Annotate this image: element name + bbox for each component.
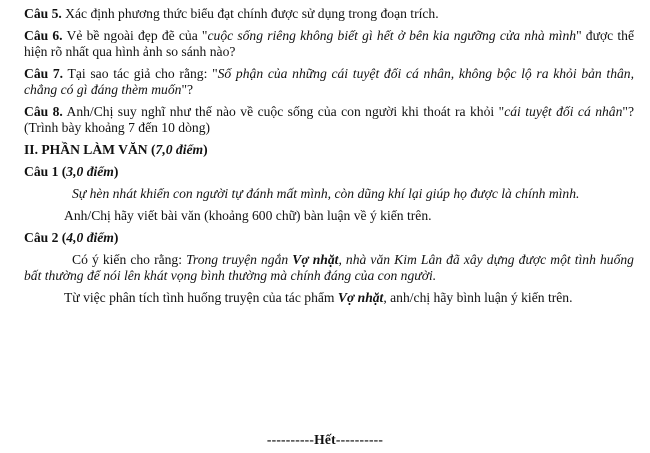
essay-1-task: Anh/Chị hãy viết bài văn (khoảng 600 chữ) bàn luận về ý kiến trên. — [64, 208, 432, 223]
section-2-points: 7,0 điểm — [155, 142, 204, 157]
question-5-text: Xác định phương thức biểu đạt chính được sử dụng trong đoạn trích. — [61, 6, 439, 21]
question-6-label: Câu 6. — [24, 28, 63, 43]
question-8-label: Câu 8. — [24, 104, 63, 119]
question-7-quote: Số phận của những cái tuyệt đối cá nhân, không bộc lộ ra khỏi bản thân, chẳng có gì đáng thèm muốn — [24, 66, 634, 97]
question-7-text-a: Tại sao tác giả cho rằng: " — [63, 66, 218, 81]
essay-2-close: ) — [113, 230, 119, 245]
question-7-text-b: "? — [181, 82, 194, 97]
question-8-quote: cái tuyệt đối cá nhân — [504, 104, 623, 119]
section-2-title: II. PHẦN LÀM VĂN ( — [24, 142, 156, 157]
essay-2-task — [24, 290, 634, 306]
essay-2-label: Câu 2 ( — [24, 230, 67, 245]
essay-2-task-a: Từ việc phân tích tình huống truyện của tác phẩm — [64, 290, 338, 305]
question-6-quote: cuộc sống riêng không biết gì hết ở bên kia ngưỡng cửa nhà mình — [207, 28, 577, 43]
question-6-text-b: " được thể hiện rõ nhất qua hình ảnh so sánh nào? — [24, 28, 635, 59]
essay-2-points: 4,0 điểm — [66, 230, 114, 245]
essay-1-heading — [24, 164, 634, 180]
section-2-close: ) — [203, 142, 208, 157]
question-5 — [24, 6, 634, 22]
question-6 — [24, 28, 634, 60]
essay-1-points: 3,0 điểm — [66, 164, 114, 179]
question-6-text-a: Vẻ bề ngoài đẹp đẽ của " — [62, 28, 208, 43]
essay-1-close: ) — [113, 164, 119, 179]
section-2-heading — [24, 142, 634, 158]
essay-1-quote: Sự hèn nhát khiến con người tự đánh mất mình, còn dũng khí lại giúp họ được là chính mình. — [72, 186, 580, 201]
question-7 — [24, 66, 634, 98]
essay-1-label: Câu 1 ( — [24, 164, 67, 179]
essay-2-quote-a: Trong truyện ngắn — [186, 252, 293, 267]
essay-2-heading — [24, 230, 634, 246]
essay-2-prompt — [24, 252, 634, 284]
essay-2-quote-b: , nhà văn Kim Lân đã xây dựng được một tình huống bất thường để nói lên khát vọng bình thường mà chính đáng của con người. — [24, 252, 634, 283]
question-5-label: Câu 5. — [24, 6, 62, 21]
question-8-text-a: Anh/Chị suy nghĩ như thế nào về cuộc sống của con người khi thoát ra khỏi " — [62, 104, 505, 119]
question-8-text-b: "? (Trình bày khoảng 7 đến 10 dòng) — [24, 104, 634, 135]
essay-2-task-b: , anh/chị hãy bình luận ý kiến trên. — [383, 290, 573, 305]
essay-2-work-title: Vợ nhặt — [292, 252, 339, 267]
question-8 — [24, 104, 634, 136]
end-mark: ----------Hết---------- — [266, 432, 384, 447]
question-7-label: Câu 7. — [24, 66, 64, 81]
exam-page — [24, 6, 634, 312]
essay-2-task-work: Vợ nhặt — [337, 290, 384, 305]
essay-2-intro: Có ý kiến cho rằng: — [72, 252, 187, 267]
